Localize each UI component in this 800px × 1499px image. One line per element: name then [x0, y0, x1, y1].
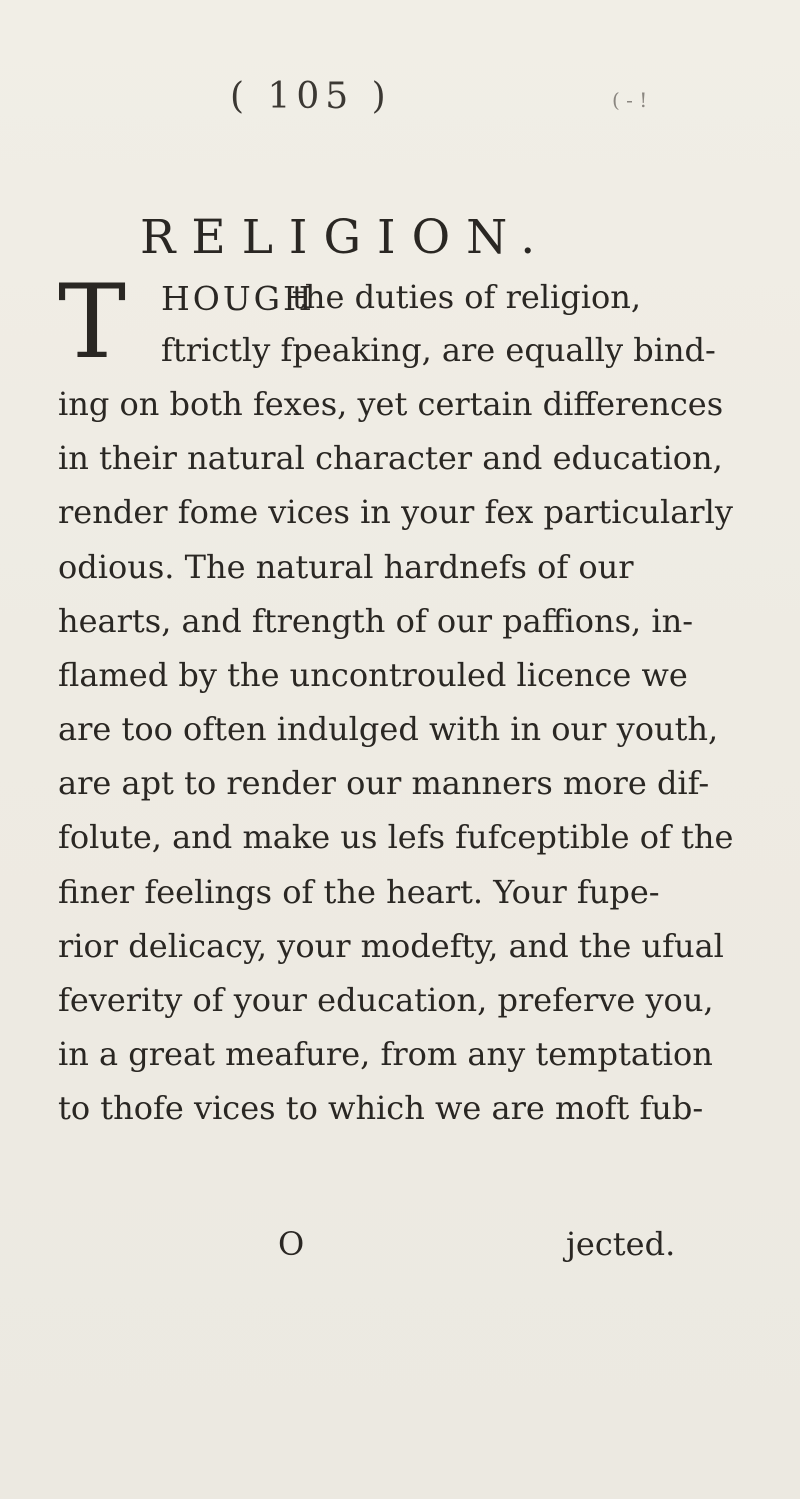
text-line: in a great meafure, from any temptation [58, 1035, 713, 1073]
margin-mark: ( - ! [612, 88, 648, 112]
signature-mark: O [278, 1225, 305, 1263]
text-line: the duties of religion, [292, 278, 642, 316]
text-line: finer feelings of the heart. Your fupe- [58, 873, 660, 911]
text-line: in their natural character and education, [58, 439, 723, 477]
text-line: odious. The natural hardnefs of our [58, 548, 634, 586]
text-line: ing on both fexes, yet certain differences [58, 385, 724, 423]
text-line: to thofe vices to which we are moft fub- [58, 1089, 704, 1127]
drop-cap: T [58, 263, 127, 382]
text-line: ftrictly fpeaking, are equally bind- [161, 331, 716, 369]
text-line: feverity of your education, preferve you, [58, 981, 714, 1019]
text-line: hearts, and ftrength of our paffions, in- [58, 602, 694, 640]
page-number: ( 105 ) [230, 76, 392, 117]
text-line: are apt to render our manners more dif- [58, 764, 710, 802]
chapter-title: RELIGION. [140, 210, 552, 265]
first-word-rest: HOUGH [161, 279, 315, 318]
text-line: folute, and make us lefs fufceptible of the [58, 818, 734, 856]
text-line: rior delicacy, your modefty, and the ufual [58, 927, 724, 965]
text-line: render fome vices in your fex particularly [58, 493, 733, 531]
text-line: flamed by the uncontrouled licence we [58, 656, 688, 694]
text-line: are too often indulged with in our youth, [58, 710, 719, 748]
catchword: jected. [566, 1225, 676, 1263]
